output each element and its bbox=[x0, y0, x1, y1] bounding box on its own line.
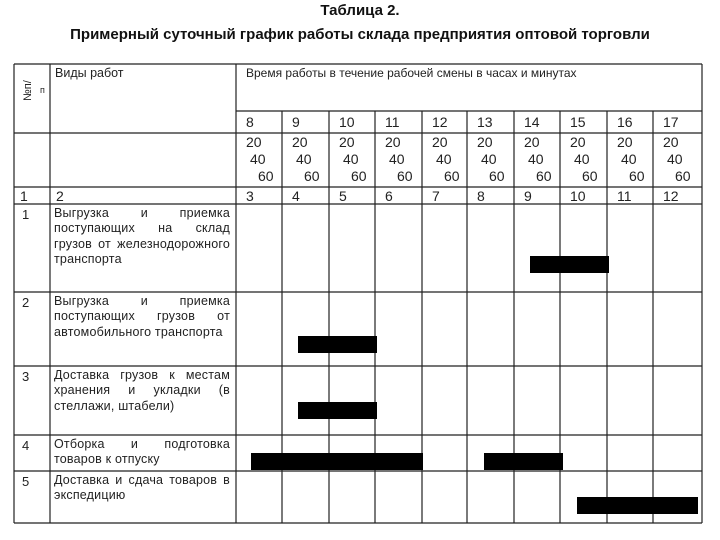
row-number: 2 bbox=[22, 295, 30, 310]
minute-label: 40 bbox=[481, 151, 497, 167]
column-number: 8 bbox=[477, 188, 485, 204]
minute-label: 60 bbox=[304, 168, 320, 184]
minute-label: 20 bbox=[617, 134, 633, 150]
hour-label: 10 bbox=[339, 114, 355, 130]
minute-label: 60 bbox=[397, 168, 413, 184]
minute-label: 40 bbox=[296, 151, 312, 167]
minute-label: 20 bbox=[570, 134, 586, 150]
hour-label: 12 bbox=[432, 114, 448, 130]
column-number: 1 bbox=[20, 188, 28, 204]
schedule-bar bbox=[298, 336, 377, 353]
hour-label: 13 bbox=[477, 114, 493, 130]
minute-label: 60 bbox=[444, 168, 460, 184]
column-number: 6 bbox=[385, 188, 393, 204]
schedule-bar bbox=[530, 256, 609, 273]
table-title: Примерный суточный график работы склада предприятия оптовой торговли bbox=[70, 26, 650, 43]
column-number: 7 bbox=[432, 188, 440, 204]
header-work-types: Виды работ bbox=[55, 66, 124, 80]
row-work-type: Выгрузка и приемка поступающих на склад грузов от железнодорожного транспорта bbox=[54, 206, 230, 267]
header-num: №п/ bbox=[22, 80, 34, 101]
hour-label: 16 bbox=[617, 114, 633, 130]
row-work-type: Доставка и сдача товаров в экспедицию bbox=[54, 473, 230, 503]
row-number: 1 bbox=[22, 207, 30, 222]
minute-label: 60 bbox=[351, 168, 367, 184]
column-number: 10 bbox=[570, 188, 586, 204]
minute-label: 20 bbox=[385, 134, 401, 150]
minute-label: 40 bbox=[343, 151, 359, 167]
header-time: Время работы в течение рабочей смены в часах и минутах bbox=[246, 66, 577, 80]
minute-label: 20 bbox=[292, 134, 308, 150]
column-number: 12 bbox=[663, 188, 679, 204]
schedule-bar bbox=[251, 453, 423, 470]
minute-label: 20 bbox=[524, 134, 540, 150]
minute-label: 40 bbox=[574, 151, 590, 167]
row-work-type: Выгрузка и приемка поступающих грузов от автомобильного транспорта bbox=[54, 294, 230, 339]
column-number: 2 bbox=[56, 188, 64, 204]
minute-label: 60 bbox=[675, 168, 691, 184]
schedule-bar bbox=[577, 497, 699, 514]
table-caption: Таблица 2. bbox=[320, 2, 400, 19]
minute-label: 20 bbox=[432, 134, 448, 150]
row-number: 3 bbox=[22, 369, 30, 384]
minute-label: 40 bbox=[528, 151, 544, 167]
minute-label: 20 bbox=[339, 134, 355, 150]
minute-label: 40 bbox=[250, 151, 266, 167]
minute-label: 40 bbox=[436, 151, 452, 167]
column-number: 9 bbox=[524, 188, 532, 204]
row-work-type: Отборка и подготовка товаров к отпуску bbox=[54, 437, 230, 467]
hour-label: 15 bbox=[570, 114, 586, 130]
column-number: 4 bbox=[292, 188, 300, 204]
hour-label: 8 bbox=[246, 114, 254, 130]
schedule-bar bbox=[298, 402, 377, 419]
hour-label: 11 bbox=[385, 114, 400, 130]
hour-label: 17 bbox=[663, 114, 679, 130]
minute-label: 20 bbox=[663, 134, 679, 150]
hour-label: 9 bbox=[292, 114, 300, 130]
minute-label: 40 bbox=[667, 151, 683, 167]
row-number: 5 bbox=[22, 474, 30, 489]
schedule-bar bbox=[484, 453, 563, 470]
column-number: 5 bbox=[339, 188, 347, 204]
minute-label: 40 bbox=[389, 151, 405, 167]
minute-label: 60 bbox=[489, 168, 505, 184]
minute-label: 60 bbox=[582, 168, 598, 184]
minute-label: 60 bbox=[629, 168, 645, 184]
minute-label: 60 bbox=[536, 168, 552, 184]
minute-label: 40 bbox=[621, 151, 637, 167]
hour-label: 14 bbox=[524, 114, 540, 130]
row-work-type: Доставка грузов к местам хранения и укладки (в стеллажи, штабели) bbox=[54, 368, 230, 413]
column-number: 11 bbox=[617, 188, 632, 204]
minute-label: 20 bbox=[477, 134, 493, 150]
row-number: 4 bbox=[22, 438, 30, 453]
minute-label: 20 bbox=[246, 134, 262, 150]
column-number: 3 bbox=[246, 188, 254, 204]
minute-label: 60 bbox=[258, 168, 274, 184]
header-num-sub: п bbox=[40, 85, 45, 95]
